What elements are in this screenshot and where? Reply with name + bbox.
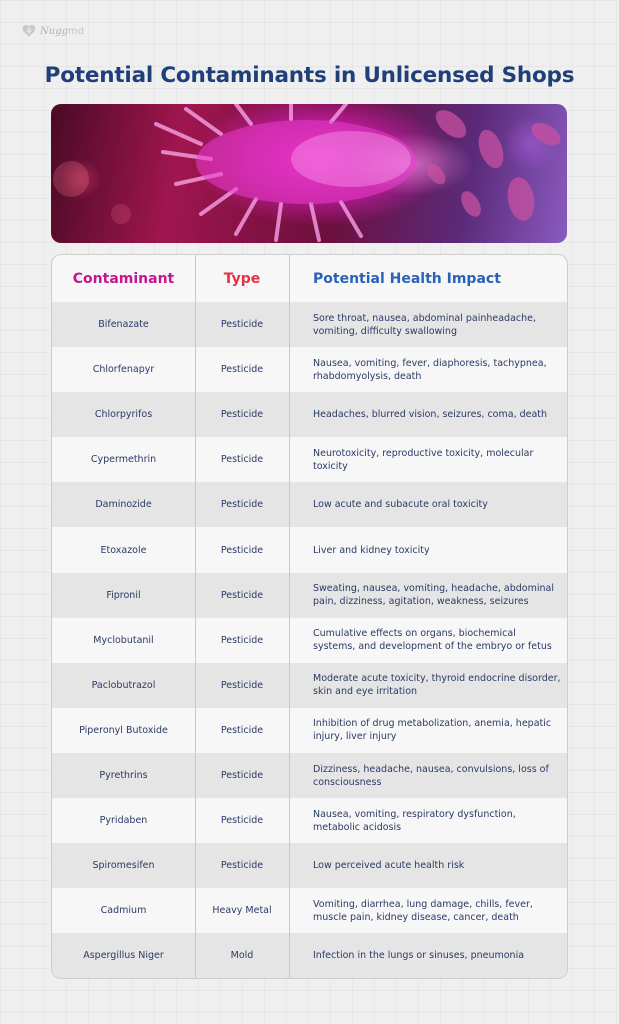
health-impact: Low acute and subacute oral toxicity [313, 499, 488, 511]
contaminant-name: Bifenazate [98, 319, 149, 330]
health-impact: Headaches, blurred vision, seizures, coma, death [313, 409, 548, 421]
table-row [52, 933, 567, 978]
table-row [52, 528, 567, 573]
contaminant-name: Piperonyl Butoxide [79, 724, 168, 736]
health-impact: Nausea, vomiting, fever, diaphoresis, tachypnea, rhabdomyolysis, death [313, 357, 547, 382]
contaminant-name: Pyridaben [99, 815, 148, 827]
heart-leaf-icon [22, 24, 36, 38]
contaminant-name: Spiromesifen [92, 860, 155, 872]
brand-wordmark [40, 26, 84, 37]
health-impact: Dizziness, headache, nausea, convulsions, loss of consciousness [313, 763, 549, 788]
header-contaminant: Contaminant [72, 270, 175, 287]
table-row [52, 482, 567, 527]
health-impact: Inhibition of drug metabolization, anemia, hepatic injury, liver injury [313, 718, 552, 743]
health-impact: Nausea, vomiting, respiratory dysfunction, metabolic acidosis [313, 808, 516, 833]
table-row [52, 347, 567, 392]
health-impact: Vomiting, diarrhea, lung damage, chills, fever, muscle pain, kidney disease, cancer, death [313, 898, 533, 923]
header-impact: Potential Health Impact [313, 270, 501, 287]
health-impact: Cumulative effects on organs, biochemical systems, and development of the embryo or fetus [313, 628, 552, 653]
health-impact: Infection in the lungs or sinuses, pneumonia [313, 950, 525, 962]
contaminant-type: Heavy Metal [212, 905, 272, 917]
contaminant-type: Pesticide [220, 364, 264, 376]
table-row [52, 888, 567, 933]
contaminant-name: Etoxazole [100, 544, 147, 556]
bacteria-illustration [51, 104, 567, 243]
contaminant-name: Chlorpyrifos [94, 409, 153, 421]
table-header [52, 255, 567, 302]
column-divider [289, 255, 290, 978]
health-impact: Liver and kidney toxicity [313, 544, 430, 556]
table-row [52, 798, 567, 843]
contaminant-type: Pesticide [220, 634, 264, 646]
table-row [52, 708, 567, 753]
contaminant-name: Myclobutanil [93, 634, 154, 646]
table-row [52, 843, 567, 888]
contaminant-name: Cypermethrin [90, 454, 157, 466]
table-row [52, 437, 567, 482]
health-impact: Sore throat, nausea, abdominal painheadache, vomiting, difficulty swallowing [313, 312, 537, 337]
contaminant-type: Pesticide [220, 454, 264, 466]
table-row [52, 302, 567, 347]
table-row [52, 392, 567, 437]
table-row [52, 618, 567, 663]
contaminant-type: Pesticide [220, 679, 264, 691]
page-title: Potential Contaminants in Unlicensed Shops [44, 63, 575, 88]
contaminant-name: Daminozide [95, 499, 152, 511]
contaminant-name: Cadmium [100, 905, 147, 917]
contaminant-name: Aspergillus Niger [83, 950, 164, 962]
table-row [52, 573, 567, 618]
contaminant-name: Paclobutrazol [91, 679, 156, 691]
contaminant-type: Pesticide [220, 319, 264, 330]
contaminant-name: Fipronil [106, 589, 141, 601]
contaminant-type: Pesticide [220, 544, 264, 556]
brand-logo [22, 24, 84, 38]
health-impact: Neurotoxicity, reproductive toxicity, molecular toxicity [313, 447, 534, 472]
contaminant-name: Pyrethrins [99, 770, 148, 781]
table-row [52, 753, 567, 798]
health-impact: Moderate acute toxicity, thyroid endocrine disorder, skin and eye irritation [313, 673, 561, 698]
contaminant-type: Mold [230, 950, 254, 962]
contaminant-type: Pesticide [220, 770, 264, 781]
health-impact: Low perceived acute health risk [313, 860, 465, 872]
contaminant-type: Pesticide [220, 409, 264, 421]
hero-bacteria-image [51, 104, 567, 243]
contaminants-table [51, 254, 568, 979]
brand-suffix: md [68, 25, 85, 37]
brand-name: Nugg [40, 25, 68, 37]
contaminant-type: Pesticide [220, 860, 264, 872]
health-impact: Sweating, nausea, vomiting, headache, abdominal pain, dizziness, agitation, weakness, seizures [313, 583, 554, 608]
contaminant-type: Pesticide [220, 724, 264, 736]
contaminant-name: Chlorfenapyr [92, 364, 155, 376]
column-divider [195, 255, 196, 978]
header-type: Type [223, 270, 261, 287]
contaminant-type: Pesticide [220, 589, 264, 601]
table-row [52, 663, 567, 708]
contaminant-type: Pesticide [220, 499, 264, 511]
contaminant-type: Pesticide [220, 815, 264, 827]
